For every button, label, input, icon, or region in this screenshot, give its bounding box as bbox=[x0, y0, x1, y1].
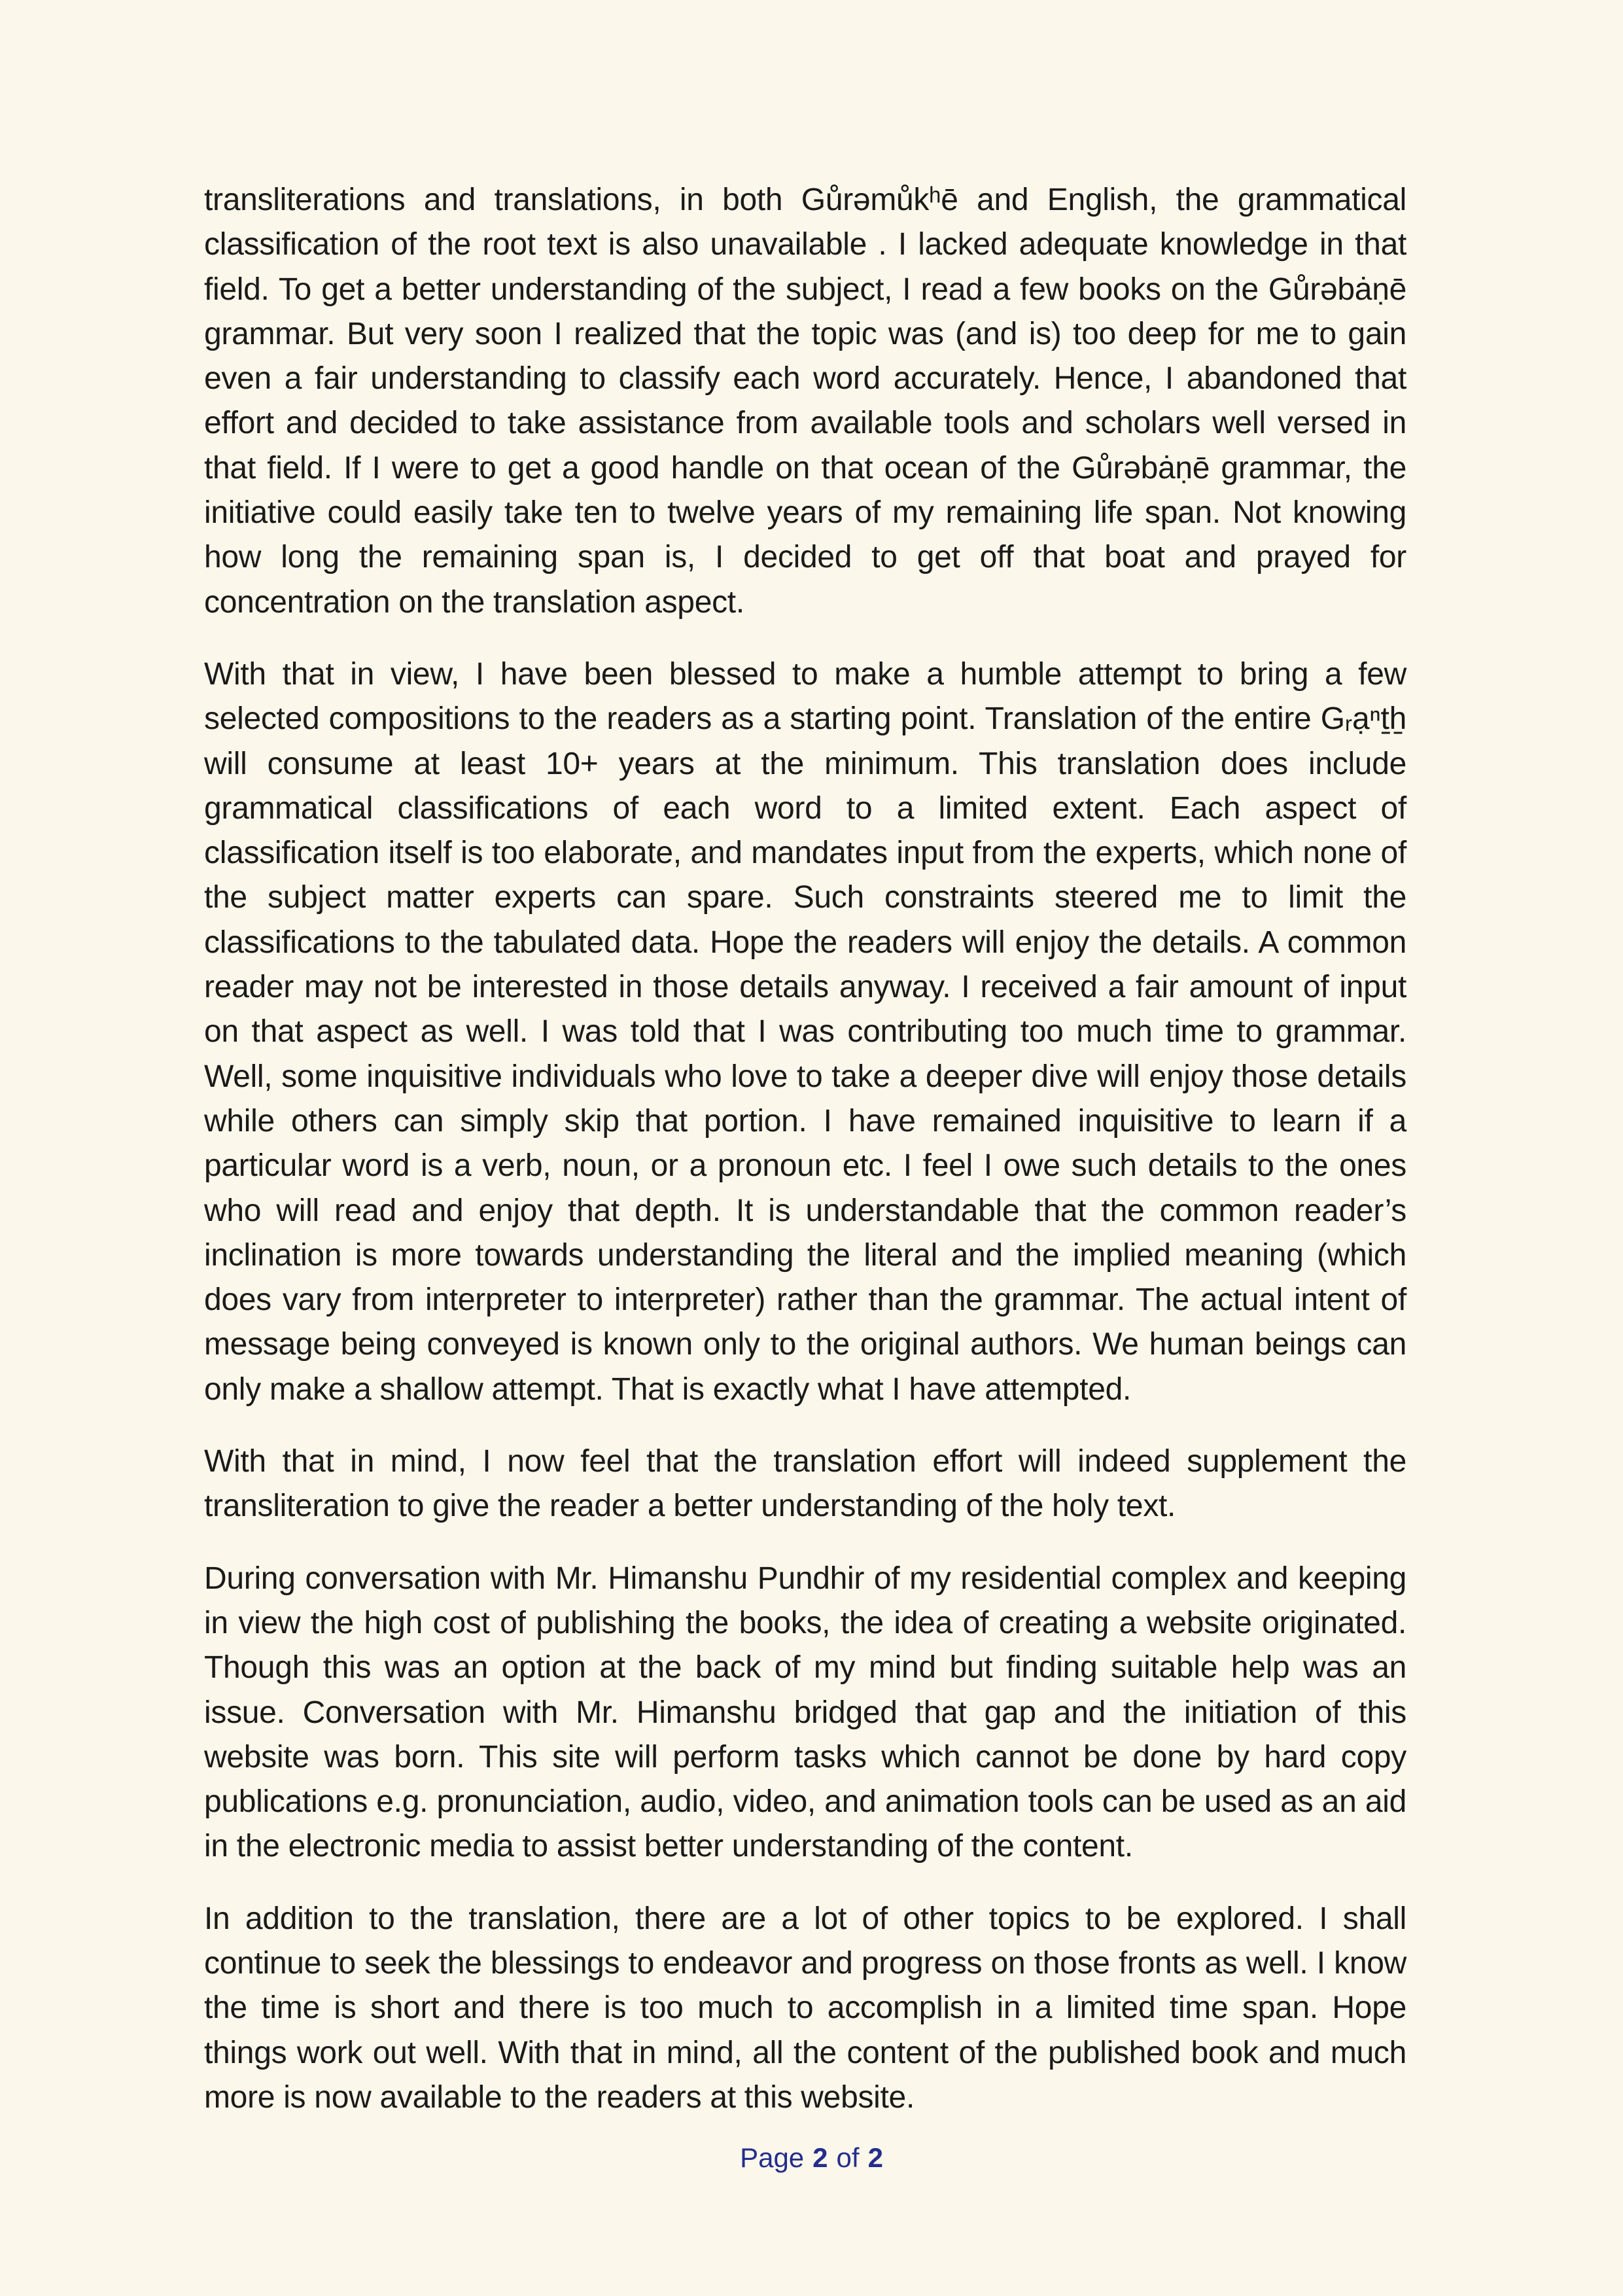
paragraph-4: During conversation with Mr. Himanshu Pundhir of my residential complex and keeping in view the high cost of publishing the books, the idea of creating a website originated. Though this was an option at the back of my mind but finding suitable help was an issue. Conversation with Mr. Himanshu bridged that gap and the initiation of this website was born. This site will perform tasks which cannot be done by hard copy publications e.g. pronunciation, audio, video, and animation tools can be used as an aid in the electronic media to assist better understanding of the content. bbox=[204, 1561, 1406, 1864]
footer-total-pages: 2 bbox=[867, 2142, 883, 2173]
footer-of-label: of bbox=[836, 2142, 860, 2173]
page-text-block bbox=[204, 178, 1406, 2120]
page-footer bbox=[0, 2141, 1623, 2175]
paragraph-2: With that in view, I have been blessed to make a humble attempt to bring a few selected compositions to the readers as a starting point. Translation of the entire Gᵣạⁿṯẖ will consume at least 10+ years at the minimum. This translation does include grammatical classifications of each word to a limited extent. Each aspect of classification itself is too elaborate, and mandates input from the experts, which none of the subject matter experts can spare. Such constraints steered me to limit the classifications to the tabulated data. Hope the readers will enjoy the details. A common reader may not be interested in those details anyway. I received a fair amount of input on that aspect as well. I was told that I was contributing too much time to grammar. Well, some inquisitive individuals who love to take a deeper dive will enjoy those details while others can simply skip that portion. I have remained inquisitive to learn if a particular word is a verb, noun, or a pronoun etc. I feel I owe such details to the ones who will read and enjoy that depth. It is understandable that the common reader’s inclination is more towards understanding the literal and the implied meaning (which does vary from interpreter to interpreter) rather than the grammar. The actual intent of message being conveyed is known only to the original authors. We human beings can only make a shallow attempt. That is exactly what I have attempted. bbox=[204, 656, 1406, 1407]
paragraph-3: With that in mind, I now feel that the translation effort will indeed supplement the transliteration to give the reader a better understanding of the holy text. bbox=[204, 1444, 1406, 1524]
paragraph-1: transliterations and translations, in both Gůrəmůkʰē and English, the grammatical classification of the root text is also unavailable . I lacked adequate knowledge in that field. To get a better understanding of the subject, I read a few books on the Gůrəbȧṇē grammar. But very soon I realized that the topic was (and is) too deep for me to gain even a fair understanding to classify each word accurately. Hence, I abandoned that effort and decided to take assistance from available tools and scholars well versed in that field. If I were to get a good handle on that ocean of the Gůrəbȧṇē grammar, the initiative could easily take ten to twelve years of my remaining life span. Not knowing how long the remaining span is, I decided to get off that boat and prayed for concentration on the translation aspect. bbox=[204, 183, 1406, 620]
footer-page-number: 2 bbox=[812, 2142, 828, 2173]
paragraph-5: In addition to the translation, there are a lot of other topics to be explored. I shall continue to seek the blessings to endeavor and progress on those fronts as well. I know the time is short and there is too much to accomplish in a limited time span. Hope things work out well. With that in mind, all the content of the published book and much more is now available to the readers at this website. bbox=[204, 1901, 1406, 2115]
footer-page-label: Page bbox=[740, 2142, 805, 2173]
